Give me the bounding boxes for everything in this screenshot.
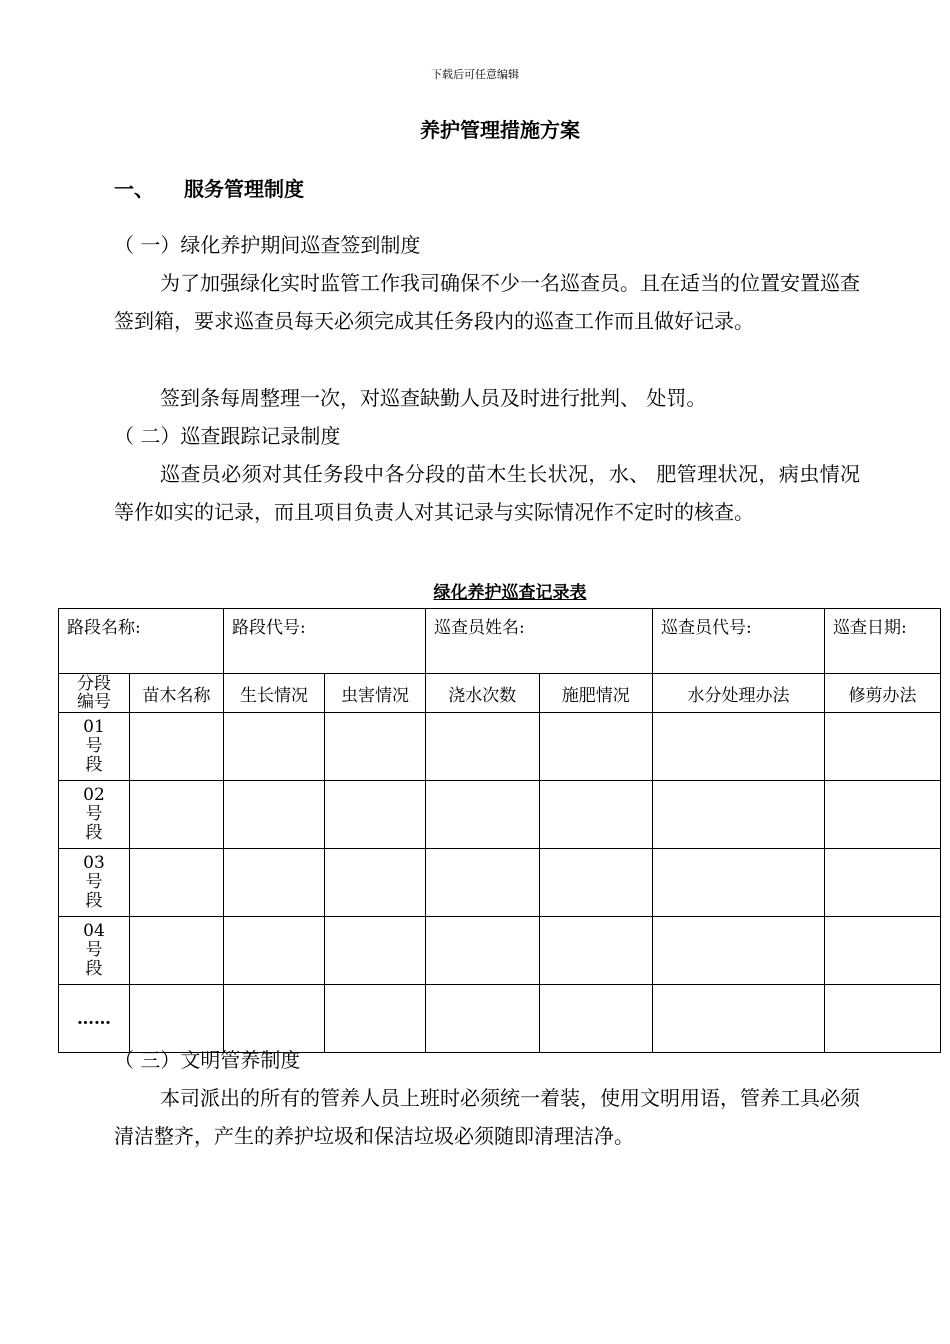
segment-number: 01 号 段 — [59, 713, 130, 781]
column-header — [59, 674, 130, 713]
paragraph-3: 巡查员必须对其任务段中各分段的苗木生长状况，水、 肥管理状况，病虫情况等作如实的记录，而且项目负责人对其记录与实际情况作不定时的核查。 — [114, 462, 860, 524]
column-header-line: 编号 — [77, 692, 111, 712]
segment-number: 03 号 段 — [59, 849, 130, 917]
subsection-heading-2: （ 二）巡查跟踪记录制度 — [114, 424, 341, 448]
subsection-heading-3: （ 三）文明管养制度 — [114, 1048, 301, 1072]
column-header-line: 分段 — [77, 674, 111, 694]
column-header: 生长情况 — [224, 674, 325, 713]
subsection-heading-1: （ 一）绿化养护期间巡查签到制度 — [114, 233, 421, 257]
segment-number: 02 号 段 — [59, 781, 130, 849]
ellipsis-cell: …… — [59, 985, 130, 1053]
field-inspector-name: 巡查员姓名: — [426, 609, 653, 674]
paragraph-1: 为了加强绿化实时监管工作我司确保不少一名巡查员。且在适当的位置安置巡查签到箱，要求巡查员每天必须完成其任务段内的巡查工作而且做好记录。 — [114, 271, 860, 333]
column-header: 施肥情况 — [539, 674, 653, 713]
table-row — [59, 917, 941, 985]
table-title: 绿化养护巡查记录表 — [433, 583, 587, 603]
field-road-name: 路段名称: — [59, 609, 224, 674]
column-header: 浇水次数 — [426, 674, 540, 713]
column-header-row — [59, 674, 941, 713]
column-header: 苗木名称 — [130, 674, 224, 713]
table-header-fields — [59, 609, 941, 674]
document-title: 养护管理措施方案 — [420, 118, 580, 142]
table-row — [59, 713, 941, 781]
table-row — [59, 781, 941, 849]
field-inspector-code: 巡查员代号: — [653, 609, 825, 674]
field-inspection-date: 巡查日期: — [825, 609, 941, 674]
column-header: 水分处理办法 — [653, 674, 825, 713]
segment-number: 04 号 段 — [59, 917, 130, 985]
field-road-code: 路段代号: — [224, 609, 426, 674]
paragraph-2: 签到条每周整理一次，对巡查缺勤人员及时进行批判、 处罚。 — [160, 386, 707, 410]
section-number: 一、 — [114, 177, 154, 201]
section-title: 服务管理制度 — [184, 177, 304, 201]
column-header: 虫害情况 — [325, 674, 426, 713]
section-heading — [114, 173, 304, 202]
inspection-record-table — [58, 608, 941, 1053]
header-note: 下载后可任意编辑 — [431, 68, 519, 81]
table-row — [59, 849, 941, 917]
paragraph-4: 本司派出的所有的管养人员上班时必须统一着装，使用文明用语，管养工具必须清洁整齐，产生的养护垃圾和保洁垃圾必须随即清理洁净。 — [114, 1086, 860, 1148]
column-header: 修剪办法 — [825, 674, 941, 713]
